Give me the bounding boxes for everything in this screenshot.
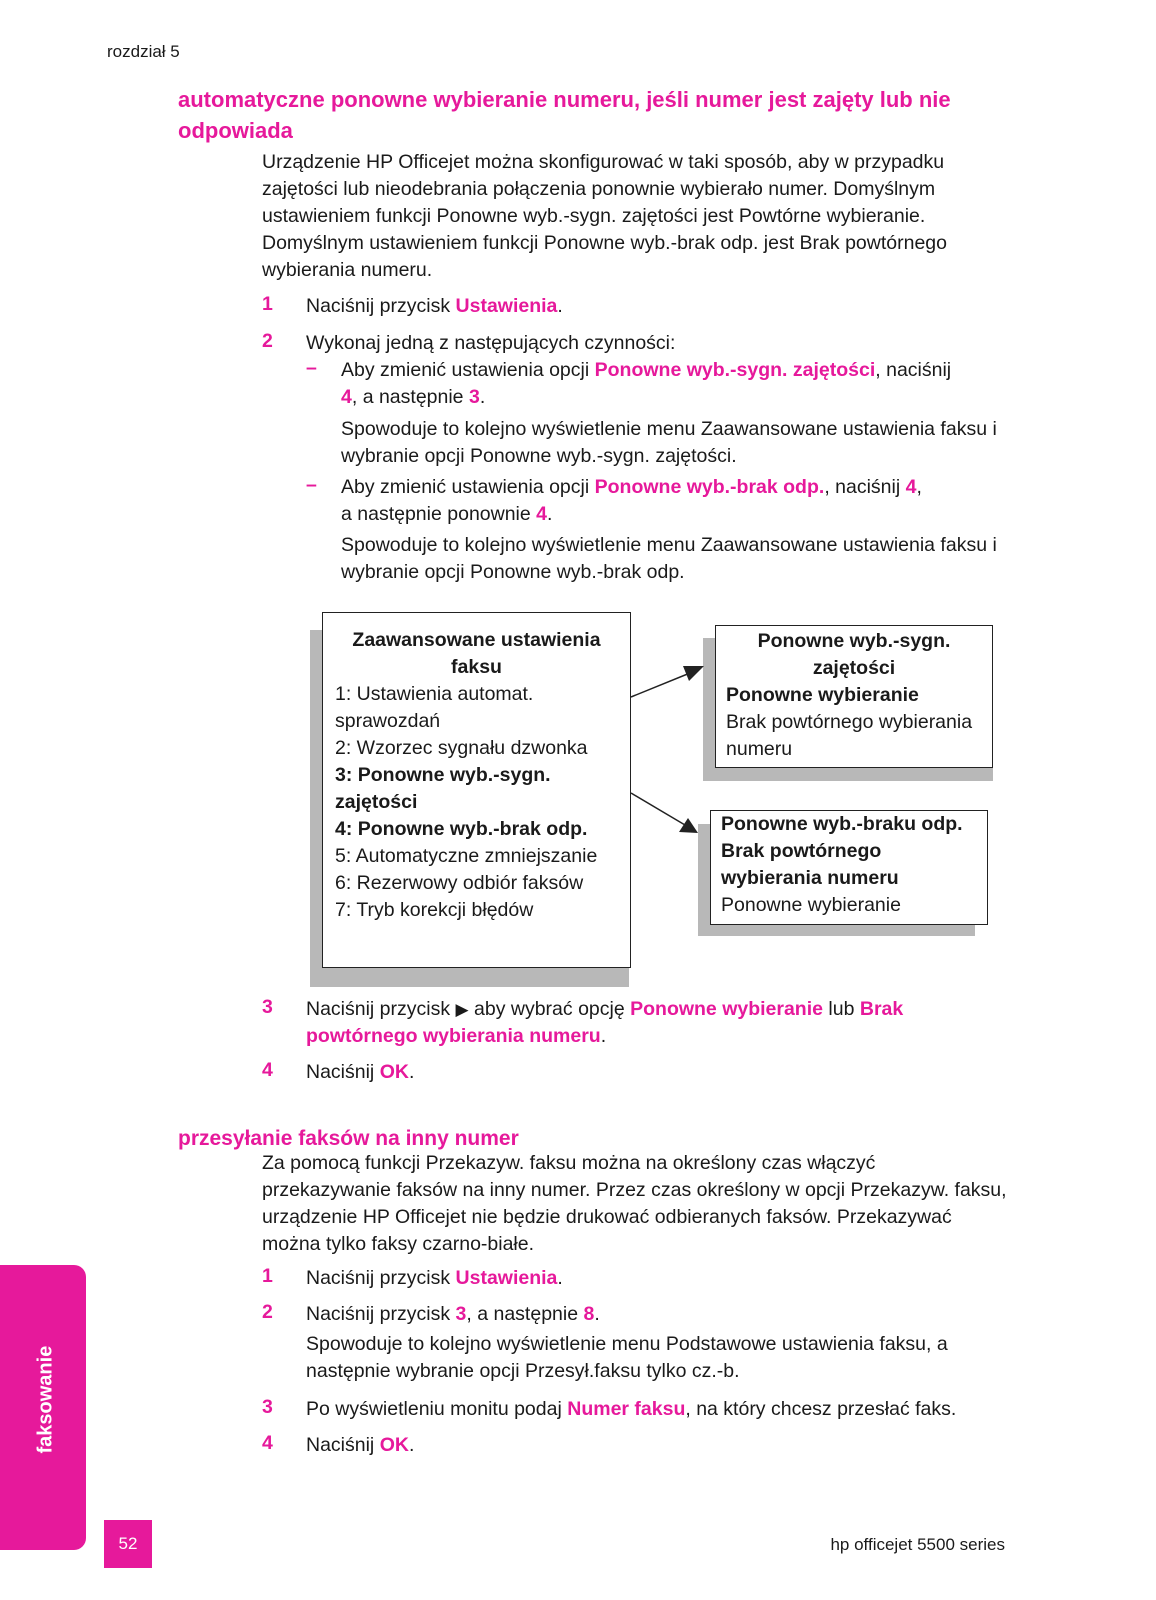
bullet-dash: – — [306, 357, 317, 379]
right-arrow-icon: ▶ — [455, 1000, 469, 1019]
menu-option: 7: Tryb korekcji błędów — [335, 899, 534, 921]
menu-option: 3: Ponowne wyb.-sygn. zajętości — [335, 764, 551, 813]
step-number: 2 — [262, 330, 273, 352]
intro-paragraph: Za pomocą funkcji Przekazyw. faksu można na określony czas włączyć przekazywanie faksów na inny numer. Przez czas określony w opcji Przekazyw. faksu, urządzenie HP Officejet nie będzie drukować odbieranych faksów. Przekazywać można tylko faksy czarno-białe. — [262, 1152, 1007, 1255]
step-number: 4 — [262, 1059, 273, 1081]
step-text: Naciśnij przycisk Ustawienia. — [306, 1267, 563, 1289]
step-text: Naciśnij przycisk Ustawienia. — [306, 295, 563, 317]
step-number: 1 — [262, 293, 273, 315]
step-text: Naciśnij OK. — [306, 1434, 415, 1456]
sub-step-text: Aby zmienić ustawienia opcji Ponowne wyb.-sygn. zajętości, naciśnij 4, a następnie 3. — [341, 359, 952, 408]
menu-option: Ponowne wybieranie — [726, 684, 919, 706]
menu-box-title: Ponowne wyb.-sygn. zajętości — [757, 630, 951, 679]
menu-option: 6: Rezerwowy odbiór faksów — [335, 872, 584, 894]
menu-option: 5: Automatyczne zmniejszanie — [335, 845, 598, 867]
section-title: przesyłanie faksów na inny numer — [178, 1127, 519, 1150]
section-title: automatyczne ponowne wybieranie numeru, jeśli numer jest zajęty lub nie odpowiada — [178, 87, 951, 143]
menu-option: Brak powtórnego wybierania numeru — [721, 840, 899, 889]
step-text: Naciśnij OK. — [306, 1061, 415, 1083]
menu-option: 1: Ustawienia automat. sprawozdań — [335, 683, 534, 732]
page-number: 52 — [104, 1520, 152, 1568]
sub-step-note: Spowoduje to kolejno wyświetlenie menu Zaawansowane ustawienia faksu i wybranie opcji Ponowne wyb.-brak odp. — [341, 534, 997, 583]
sub-step-note: Spowoduje to kolejno wyświetlenie menu Zaawansowane ustawienia faksu i wybranie opcji Ponowne wyb.-sygn. zajętości. — [341, 418, 997, 467]
side-tab-label: faksowanie — [34, 1345, 57, 1454]
step-number: 2 — [262, 1301, 273, 1323]
menu-box-title: Zaawansowane ustawienia faksu — [352, 629, 601, 678]
menu-option: Brak powtórnego wybierania numeru — [726, 711, 973, 760]
step-number: 3 — [262, 1396, 273, 1418]
chapter-label: rozdział 5 — [107, 42, 180, 61]
step-number: 3 — [262, 996, 273, 1018]
intro-paragraph: Urządzenie HP Officejet można skonfigurować w taki sposób, aby w przypadku zajętości lub nieodebrania połączenia ponownie wybierało numer. Domyślnym ustawieniem funkcji Ponowne wyb.-sygn. zajętości jest Powtórne wybieranie. Domyślnym ustawieniem funkcji Ponowne wyb.-brak odp. jest Brak powtórnego wybierania numeru. — [262, 151, 947, 281]
step-text: Wykonaj jedną z następujących czynności: — [306, 332, 676, 354]
step-text: Naciśnij przycisk ▶ aby wybrać opcję Ponowne wybieranie lub Brak powtórnego wybierania numeru. — [306, 998, 904, 1047]
step-text: Po wyświetleniu monitu podaj Numer faksu, na który chcesz przesłać faks. — [306, 1398, 957, 1420]
arrow-up-right-icon — [683, 666, 704, 681]
bullet-dash: – — [306, 474, 317, 496]
menu-option: 2: Wzorzec sygnału dzwonka — [335, 737, 588, 759]
step-number: 4 — [262, 1432, 273, 1454]
menu-option: 4: Ponowne wyb.-brak odp. — [335, 818, 588, 840]
menu-box-title: Ponowne wyb.-braku odp. — [721, 813, 963, 835]
step-text: Naciśnij przycisk 3, a następnie 8. — [306, 1303, 600, 1325]
product-name: hp officejet 5500 series — [830, 1535, 1005, 1554]
step-number: 1 — [262, 1265, 273, 1287]
step-note: Spowoduje to kolejno wyświetlenie menu Podstawowe ustawienia faksu, a następnie wybranie opcji Przesył.faksu tylko cz.-b. — [306, 1333, 948, 1382]
menu-option: Ponowne wybieranie — [721, 894, 901, 916]
sub-step-text: Aby zmienić ustawienia opcji Ponowne wyb.-brak odp., naciśnij 4, a następnie ponownie 4. — [341, 476, 922, 525]
arrow-down-right-icon — [679, 818, 698, 833]
